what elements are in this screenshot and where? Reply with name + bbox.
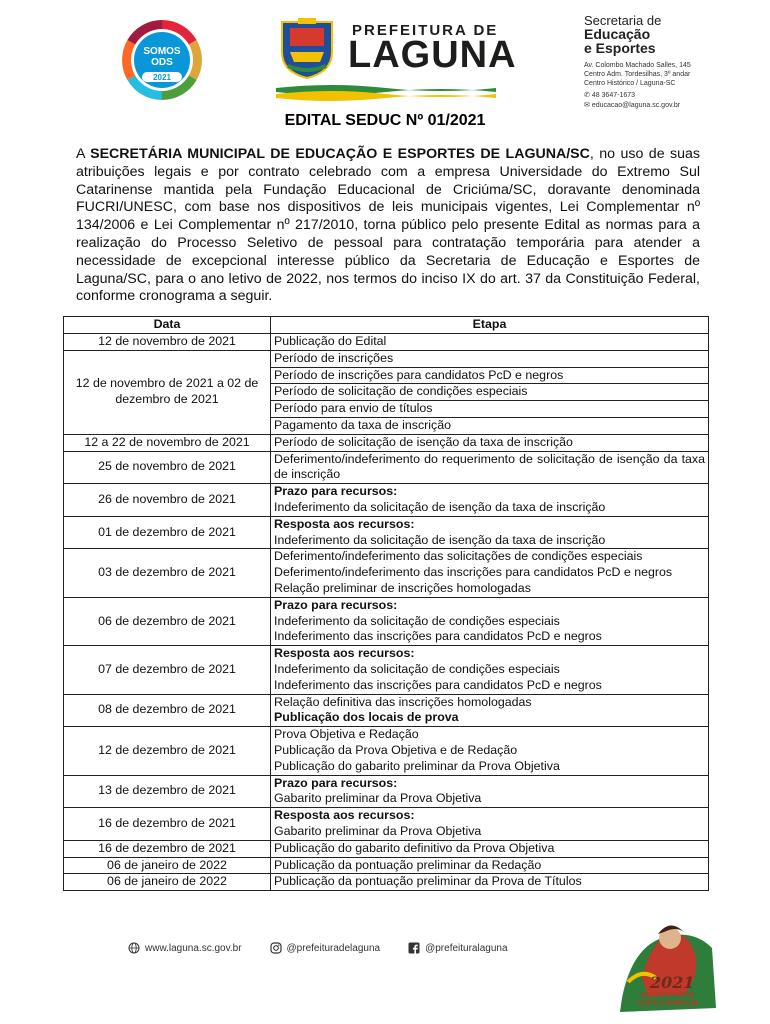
row-etapa xyxy=(271,350,709,367)
email-icon: ✉ xyxy=(584,102,592,109)
secretaria-block xyxy=(584,14,724,111)
address-line1: Av. Colombo Machado Salles, 145 xyxy=(584,62,691,69)
table-row xyxy=(64,451,709,484)
row-date: 12 a 22 de novembro de 2021 xyxy=(64,434,271,451)
etapa-line: Prova Objetiva e Redação xyxy=(274,727,419,742)
footer-website[interactable] xyxy=(128,942,242,954)
etapa-line: Gabarito preliminar da Prova Objetiva xyxy=(274,823,482,838)
table-row xyxy=(64,775,709,808)
row-etapa xyxy=(271,417,709,434)
intro-paragraph xyxy=(76,146,700,306)
address-line2: Centro Adm. Tordesilhas, 3º andar xyxy=(584,71,691,78)
etapa-line: Indeferimento da solicitação de condições especiais xyxy=(274,613,560,628)
row-date: 12 de novembro de 2021 xyxy=(64,334,271,351)
row-etapa xyxy=(271,484,709,517)
row-date: 25 de novembro de 2021 xyxy=(64,451,271,484)
etapa-line: Período de solicitação de condições especiais xyxy=(274,384,528,399)
prefeitura-name: LAGUNA xyxy=(348,34,517,76)
etapa-line: Gabarito preliminar da Prova Objetiva xyxy=(274,791,482,806)
row-etapa xyxy=(271,401,709,418)
etapa-line: Publicação do gabarito preliminar da Prova Objetiva xyxy=(274,758,560,773)
facebook-text: @prefeituralaguna xyxy=(425,942,508,954)
row-etapa xyxy=(271,646,709,694)
instagram-icon xyxy=(270,942,282,954)
row-date: 06 de janeiro de 2022 xyxy=(64,874,271,891)
row-etapa xyxy=(271,451,709,484)
secretaria-line2: Educação xyxy=(584,26,651,42)
etapa-line: Período para envio de títulos xyxy=(274,401,433,416)
etapa-line: Indeferimento da solicitação de isenção da taxa de inscrição xyxy=(274,499,606,514)
table-row xyxy=(64,694,709,727)
intro-prefix: A xyxy=(76,146,91,162)
row-etapa xyxy=(271,808,709,841)
header-etapa: Etapa xyxy=(271,317,709,334)
etapa-line: Publicação do gabarito definitivo da Prova Objetiva xyxy=(274,840,555,855)
etapa-heading: Prazo para recursos: xyxy=(274,775,398,790)
table-row xyxy=(64,857,709,874)
row-date: 06 de janeiro de 2022 xyxy=(64,857,271,874)
ods-logo xyxy=(120,18,204,102)
etapa-heading: Resposta aos recursos: xyxy=(274,808,415,823)
email-address: educacao@laguna.sc.gov.br xyxy=(591,102,681,109)
row-etapa xyxy=(271,874,709,891)
ods-logo-line2: ODS xyxy=(151,57,173,68)
secretaria-line1: Secretaria de xyxy=(584,13,662,28)
table-row xyxy=(64,350,709,367)
row-etapa xyxy=(271,857,709,874)
table-row xyxy=(64,646,709,694)
header-date: Data xyxy=(64,317,271,334)
etapa-line: Indeferimento das inscrições para candidatos PcD e negros xyxy=(274,677,602,692)
row-etapa xyxy=(271,549,709,597)
secretaria-line3: e Esportes xyxy=(584,40,656,56)
intro-rest: , no uso de suas atribuições legais e por contrato celebrado com a empresa Universidade do Extremo Sul Catarinense mantida pela Fundação Educacional de Criciúma/SC, doravante denominada FUCRI/UNESC, com base nos dispositivos de leis municipais vigentes, Lei Complementar nº 134/2006 e Lei Complementar nº 217/2010, torna público pelo presente Edital as normas para a realização do Processo Seletivo de pessoal para contratação temporária para atender a necessidade de excepcional interesse público da Secretaria de Educação e Esportes de Laguna/SC, para o ano letivo de 2022, nos termos do inciso IX do art. 37 da Constituição Federal, conforme cronograma a seguir. xyxy=(76,146,700,305)
bicentenario-label1: BICENTENÁRIO xyxy=(641,992,695,999)
etapa-heading: Resposta aos recursos: xyxy=(274,646,415,661)
table-row xyxy=(64,874,709,891)
bicentenario-label xyxy=(622,992,714,1008)
globe-icon xyxy=(128,942,140,954)
etapa-line: Pagamento da taxa de inscrição xyxy=(274,417,452,432)
page-footer xyxy=(128,942,536,954)
facebook-icon xyxy=(408,942,420,954)
etapa-line: Período de solicitação de isenção da taxa de inscrição xyxy=(274,434,573,449)
etapa-line: Indeferimento da solicitação de isenção da taxa de inscrição xyxy=(274,532,606,547)
bicentenario-year: 2021 xyxy=(650,973,695,992)
row-date: 07 de dezembro de 2021 xyxy=(64,646,271,694)
row-date: 12 de dezembro de 2021 xyxy=(64,727,271,775)
table-header-row xyxy=(64,317,709,334)
etapa-line: Relação preliminar de inscrições homologadas xyxy=(274,580,531,595)
row-etapa xyxy=(271,334,709,351)
row-etapa xyxy=(271,775,709,808)
document-title: EDITAL SEDUC Nº 01/2021 xyxy=(284,112,486,129)
phone-icon: ✆ xyxy=(584,92,592,99)
ods-logo-year: 2021 xyxy=(153,73,171,82)
row-date: 03 de dezembro de 2021 xyxy=(64,549,271,597)
prefeitura-crest-icon xyxy=(276,16,338,80)
row-etapa xyxy=(271,597,709,645)
etapa-line: Período de inscrições para candidatos PcD e negros xyxy=(274,367,564,382)
table-row xyxy=(64,334,709,351)
prefeitura-label: PREFEITURA DE xyxy=(352,22,499,39)
prefeitura-waves-icon xyxy=(276,82,496,104)
table-row xyxy=(64,516,709,549)
row-date: 16 de dezembro de 2021 xyxy=(64,808,271,841)
etapa-line: Período de inscrições xyxy=(274,350,394,365)
etapa-line: Deferimento/indeferimento do requerimento de solicitação de isenção da taxa de inscrição xyxy=(274,451,705,482)
table-row xyxy=(64,727,709,775)
etapa-line: Publicação da Prova Objetiva e de Redação xyxy=(274,742,518,757)
etapa-heading: Publicação dos locais de prova xyxy=(274,710,459,725)
etapa-heading: Prazo para recursos: xyxy=(274,484,398,499)
secretaria-address xyxy=(584,61,724,88)
table-row xyxy=(64,484,709,517)
schedule-table xyxy=(63,316,709,891)
row-date: 01 de dezembro de 2021 xyxy=(64,516,271,549)
row-etapa xyxy=(271,694,709,727)
row-date: 26 de novembro de 2021 xyxy=(64,484,271,517)
row-date: 08 de dezembro de 2021 xyxy=(64,694,271,727)
secretaria-contact xyxy=(584,91,724,111)
row-etapa xyxy=(271,840,709,857)
row-etapa xyxy=(271,434,709,451)
row-etapa xyxy=(271,516,709,549)
table-row xyxy=(64,549,709,597)
row-etapa xyxy=(271,367,709,384)
etapa-line: Indeferimento da solicitação de condições especiais xyxy=(274,661,560,676)
table-row xyxy=(64,840,709,857)
etapa-line: Indeferimento das inscrições para candidatos PcD e negros xyxy=(274,629,602,644)
bicentenario-label2: ANITA GARIBALDI xyxy=(637,1000,699,1007)
etapa-line: Deferimento/indeferimento das solicitações de condições especiais xyxy=(274,549,643,564)
schedule-body xyxy=(64,334,709,891)
etapa-heading: Resposta aos recursos: xyxy=(274,516,415,531)
table-row xyxy=(64,597,709,645)
row-date: 16 de dezembro de 2021 xyxy=(64,840,271,857)
instagram-text: @prefeituradelaguna xyxy=(286,942,381,954)
footer-facebook[interactable] xyxy=(408,942,507,954)
row-date: 06 de dezembro de 2021 xyxy=(64,597,271,645)
website-text: www.laguna.sc.gov.br xyxy=(145,942,242,954)
etapa-heading: Prazo para recursos: xyxy=(274,597,398,612)
row-date: 12 de novembro de 2021 a 02 de dezembro de 2021 xyxy=(64,350,271,434)
row-etapa xyxy=(271,727,709,775)
phone-number: 48 3647-1673 xyxy=(591,92,636,99)
etapa-line: Deferimento/indeferimento das inscrições para candidatos PcD e negros xyxy=(274,565,673,580)
row-etapa xyxy=(271,384,709,401)
etapa-line: Publicação da pontuação preliminar da Redação xyxy=(274,857,542,872)
ods-logo-line1: SOMOS xyxy=(143,46,181,57)
table-row xyxy=(64,808,709,841)
address-line3: Centro Histórico / Laguna-SC xyxy=(584,80,676,87)
row-date: 13 de dezembro de 2021 xyxy=(64,775,271,808)
intro-bold: SECRETÁRIA MUNICIPAL DE EDUCAÇÃO E ESPORTES DE LAGUNA/SC xyxy=(90,146,590,162)
etapa-line: Relação definitiva das inscrições homologadas xyxy=(274,694,532,709)
etapa-line: Publicação do Edital xyxy=(274,334,387,348)
table-row xyxy=(64,434,709,451)
footer-instagram[interactable] xyxy=(270,942,381,954)
etapa-line: Publicação da pontuação preliminar da Prova de Títulos xyxy=(274,874,582,889)
